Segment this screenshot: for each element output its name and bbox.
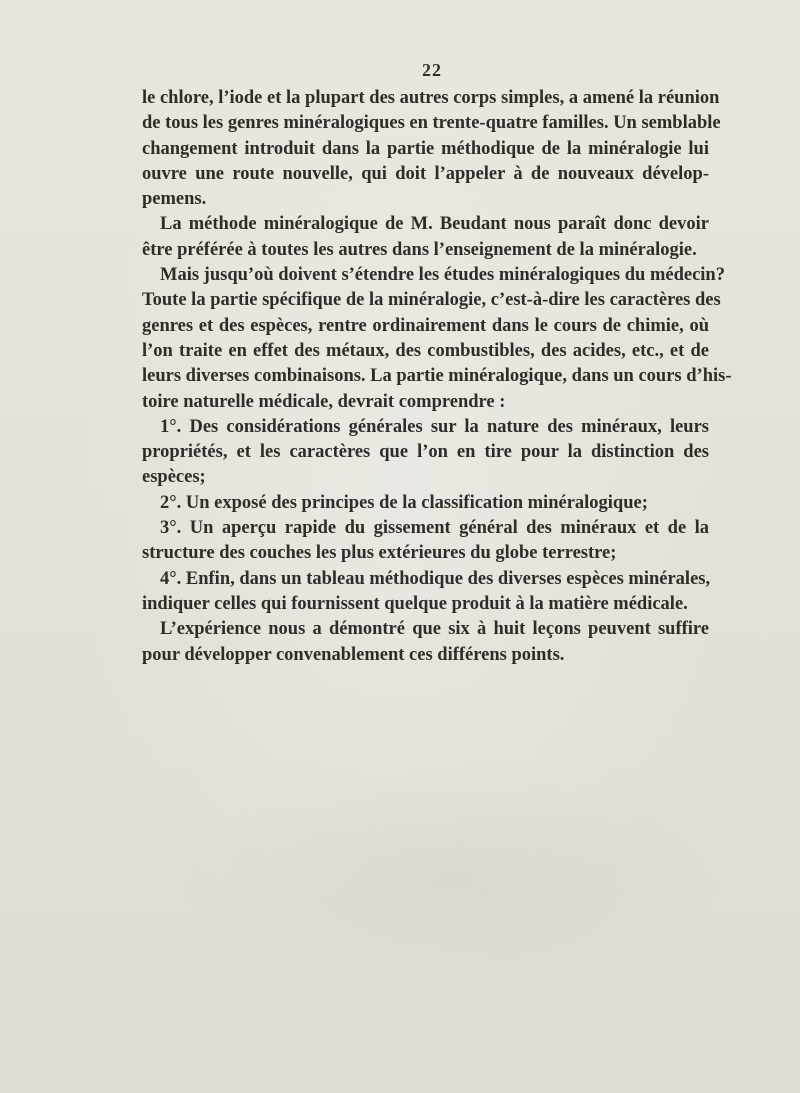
text-line: pemens. bbox=[142, 189, 207, 210]
text-line: indiquer celles qui fournissent quelque produit à la matière médicale. bbox=[142, 593, 688, 614]
text-line: propriétés, et les caractères que l’on en tire pour la distinction des bbox=[142, 442, 709, 463]
text-line: de tous les genres minéralogiques en trente-quatre familles. Un semblable bbox=[142, 113, 721, 134]
text-line: ouvre une route nouvelle, qui doit l’appeler à de nouveaux dévelop- bbox=[142, 163, 709, 184]
text-line: toire naturelle médicale, devrait comprendre : bbox=[142, 391, 506, 412]
text-line: 4°. Enfin, dans un tableau méthodique des diverses espèces minérales, bbox=[160, 568, 711, 589]
text-line: espèces; bbox=[142, 467, 206, 488]
text-line: 1°. Des considérations générales sur la nature des minéraux, leurs bbox=[160, 416, 709, 437]
text-line: être préférée à toutes les autres dans l’enseignement de la minéralogie. bbox=[142, 239, 697, 260]
text-line: L’expérience nous a démontré que six à huit leçons peuvent suffire bbox=[160, 619, 709, 640]
text-line: 2°. Un exposé des principes de la classification minéralogique; bbox=[160, 492, 648, 513]
text-line: l’on traite en effet des métaux, des combustibles, des acides, etc., et de bbox=[142, 340, 709, 361]
text-line: 3°. Un aperçu rapide du gissement général des minéraux et de la bbox=[160, 518, 709, 539]
text-line: Mais jusqu’où doivent s’étendre les études minéralogiques du médecin? bbox=[160, 265, 725, 286]
text-line: le chlore, l’iode et la plupart des autres corps simples, a amené la réunion bbox=[142, 88, 720, 108]
text-line: structure des couches les plus extérieures du globe terrestre; bbox=[142, 543, 617, 564]
text-line: pour développer convenablement ces différens points. bbox=[142, 644, 565, 665]
text-line: La méthode minéralogique de M. Beudant nous paraît donc devoir bbox=[160, 214, 709, 235]
text-line: changement introduit dans la partie méthodique de la minéralogie lui bbox=[142, 138, 709, 159]
text-line: leurs diverses combinaisons. La partie minéralogique, dans un cours d’his- bbox=[142, 366, 732, 387]
text-line: genres et des espèces, rentre ordinairement dans le cours de chimie, où bbox=[142, 315, 709, 336]
body-text bbox=[142, 86, 732, 668]
show-through-shadow bbox=[170, 760, 730, 1000]
page-number: 22 bbox=[422, 60, 442, 80]
text-line: Toute la partie spécifique de la minéralogie, c’est-à-dire les caractères des bbox=[142, 290, 721, 311]
